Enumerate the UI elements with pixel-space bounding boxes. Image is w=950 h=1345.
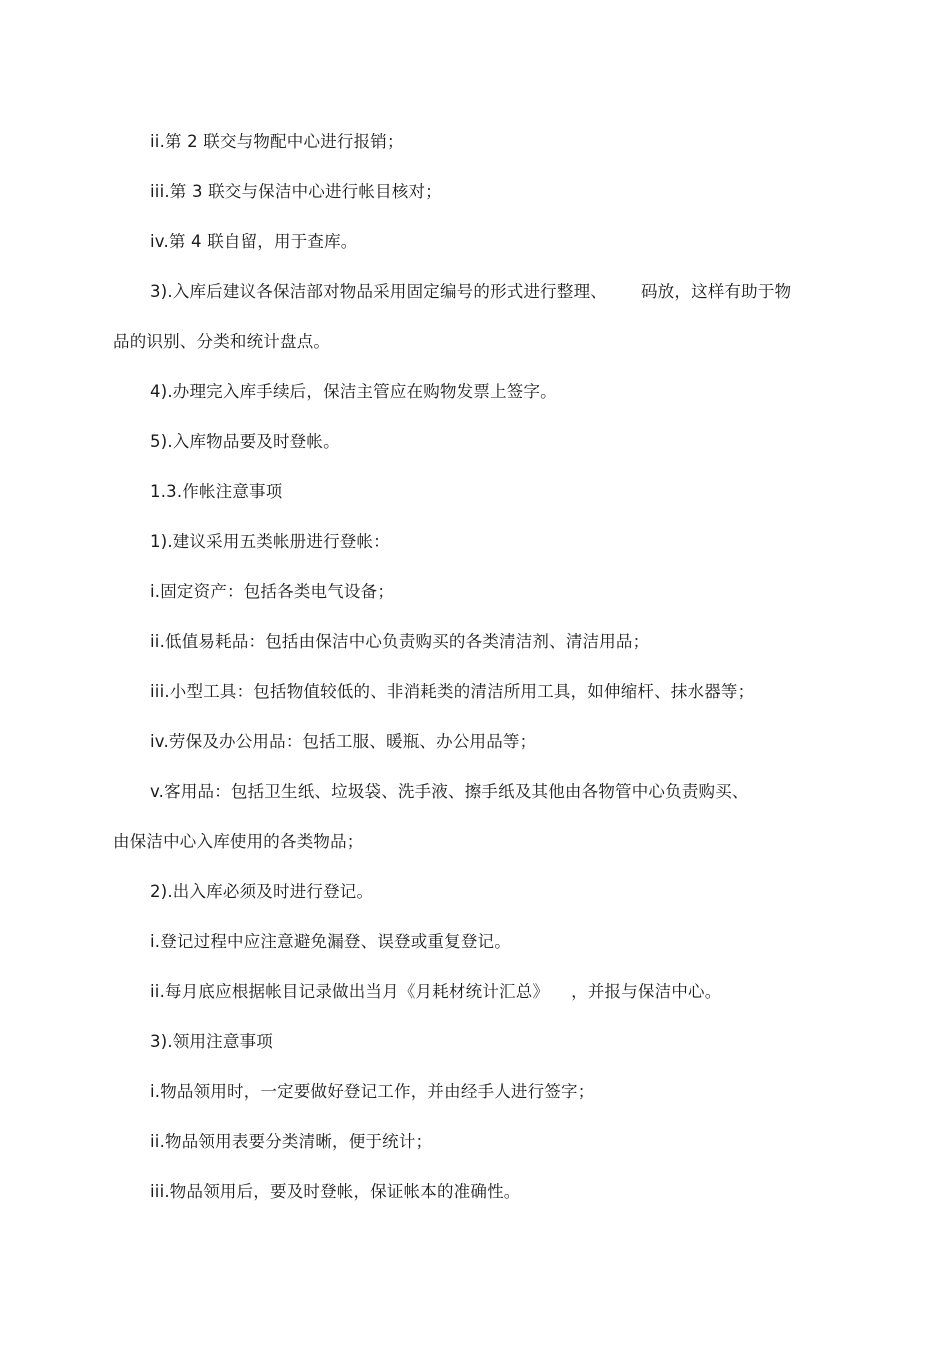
text-line: 5).入库物品要及时登帐。: [150, 432, 340, 451]
text-line: 由保洁中心入库使用的各类物品；: [113, 832, 364, 851]
text-segment: 码放，这样有助于物: [640, 282, 792, 301]
text-line: 4).办理完入库手续后，保洁主管应在购物发票上签字。: [150, 382, 557, 401]
text-line: 1).建议采用五类帐册进行登帐：: [150, 532, 390, 551]
text-line: i.登记过程中应注意避免漏登、误登或重复登记。: [150, 932, 511, 951]
text-line: [150, 981, 721, 1003]
text-segment: ，并报与保洁中心。: [571, 982, 722, 1001]
text-line: ii.物品领用表要分类清晰，便于统计；: [150, 1132, 433, 1151]
text-segment: 3).入库后建议各保洁部对物品采用固定编号的形式进行整理、: [150, 282, 607, 301]
text-line: iv.第 4 联自留，用于查库。: [150, 232, 358, 251]
text-line: iii.第 3 联交与保洁中心进行帐目核对；: [150, 182, 442, 201]
text-line: i.固定资产：包括各类电气设备；: [150, 582, 395, 601]
text-line: 2).出入库必须及时进行登记。: [150, 882, 374, 901]
text-line: iv.劳保及办公用品：包括工服、暖瓶、办公用品等；: [150, 732, 537, 751]
text-line: [150, 281, 791, 303]
text-line: v.客用品：包括卫生纸、垃圾袋、洗手液、擦手纸及其他由各物管中心负责购买、: [150, 782, 749, 801]
text-segment: ii.每月底应根据帐目记录做出当月《月耗材统计汇总》: [150, 982, 550, 1001]
text-line: ii.第 2 联交与物配中心进行报销；: [150, 132, 404, 151]
text-line: ii.低值易耗品：包括由保洁中心负责购买的各类清洁剂、清洁用品；: [150, 632, 650, 651]
text-line: i.物品领用时，一定要做好登记工作，并由经手人进行签字；: [150, 1082, 595, 1101]
text-line: iii.物品领用后，要及时登帐，保证帐本的准确性。: [150, 1182, 521, 1201]
text-line: 3).领用注意事项: [150, 1032, 273, 1051]
text-line: 品的识别、分类和统计盘点。: [113, 332, 331, 351]
section-heading: 1.3.作帐注意事项: [150, 482, 283, 501]
text-line: iii.小型工具：包括物值较低的、非消耗类的清洁所用工具，如伸缩杆、抹水器等；: [150, 682, 755, 701]
